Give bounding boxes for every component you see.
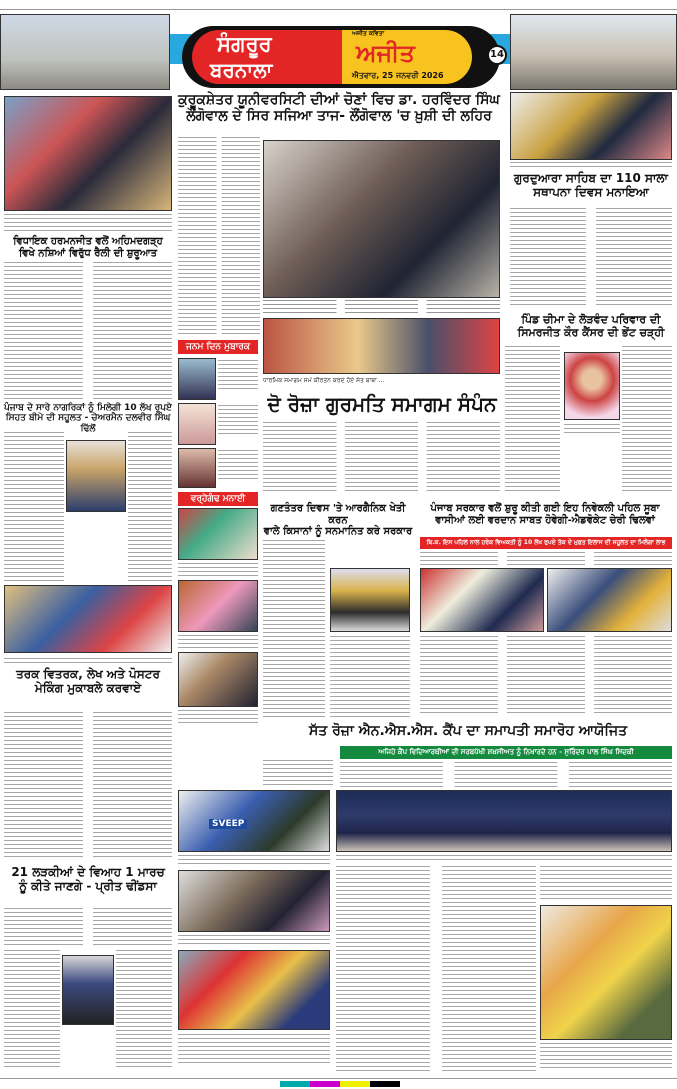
lead-photo-caption — [263, 300, 500, 314]
debate-body-text — [4, 712, 172, 860]
students-photo — [4, 585, 172, 653]
meeting-photo — [178, 870, 330, 932]
scheme-subhead: ਬਿ.ਕ. ਇਸ ਪਹਿਲ ਨਾਲ ਹਰੇਕ ਵਿਅਕਤੀ ਨੂੰ 10 ਲੱਖ ਰੁਪਏ ਤੱਕ ਦੇ ਮੁਫ਼ਤ ਇਲਾਜ ਦੀ ਸਹੂਲਤ ਦਾ ਮਿਲੇਗਾ ਲਾਭ — [420, 537, 672, 549]
scheme-headline — [416, 503, 674, 526]
birthday-label: ਜਨਮ ਦਿਨ ਮੁਬਾਰਕ — [178, 340, 258, 354]
organic-body-text-2 — [330, 636, 410, 720]
ceremony-caption — [540, 1043, 672, 1071]
nss-group-photo — [336, 790, 672, 852]
organic-headline-line1: ਗਣਤੰਤਰ ਦਿਵਸ 'ਤੇ ਆਰਗੈਨਿਕ ਖੇਤੀ ਕਰਨ — [270, 503, 406, 526]
scheme-body-text-2 — [420, 636, 672, 716]
paper-tagline: ਅਜੀਤ ਕਵਿਤਾ — [352, 30, 385, 37]
section-title-line2: ਬਰਨਾਲਾ — [210, 58, 273, 82]
scheme-headline-line2: ਵਾਸੀਆਂ ਲਈ ਵਰਦਾਨ ਸਾਬਤ ਹੋਵੇਗੀ-ਐਡਵੋਕੇਟ ਚੇਰੀ ਢਿਲਵਾਂ — [435, 514, 655, 526]
farmer-portrait — [330, 568, 410, 632]
insurance-body-text — [4, 432, 64, 582]
insurance-headline — [2, 403, 174, 434]
birthday-photo-1 — [178, 358, 216, 400]
organic-body-text — [263, 540, 325, 720]
couple-caption-2 — [178, 635, 258, 649]
scheme-photo-2 — [547, 568, 672, 632]
lead-photo — [263, 140, 500, 298]
simranjit-kaur-portrait — [564, 352, 620, 420]
insurance-headline-line1: ਪੰਜਾਬ ਦੇ ਸਾਰੇ ਨਾਗਰਿਕਾਂ ਨੂੰ ਮਿਲੇਗੀ 10 ਲੱਖ ਰੁਪਏ — [3, 403, 173, 413]
rally-photo-caption — [4, 214, 172, 232]
gurmat-caption: ਧਾਰਮਿਕ ਸਮਾਗਮ ਸਮੇਂ ਕੀਰਤਨ ਕਰਦੇ ਹੋਏ ਸੰਤ ਬਾਬਾ ... — [263, 377, 385, 384]
scheme-photo-1 — [420, 568, 544, 632]
paper-name: ਅਜੀਤ — [356, 39, 415, 67]
marriage-body-text-2 — [4, 950, 60, 1070]
organic-headline-line2: ਵਾਲੇ ਕਿਸਾਨਾਂ ਨੂੰ ਸਨਮਾਨਿਤ ਕਰੇ ਸਰਕਾਰ — [263, 526, 413, 537]
birthday-caption-3 — [218, 450, 258, 480]
lead-body-text — [178, 137, 260, 337]
gurdwara-headline-line2: ਸਥਾਪਨਾ ਦਿਵਸ ਮਨਾਇਆ — [533, 184, 649, 199]
color-registration-bar — [280, 1081, 400, 1087]
marriage-body-text-3 — [116, 950, 172, 1070]
birthday-photo-3 — [178, 448, 216, 488]
couple-photo-2 — [178, 580, 258, 632]
debate-headline-line2: ਮੇਕਿੰਗ ਮੁਕਾਬਲੇ ਕਰਵਾਏ — [34, 680, 142, 695]
nss-subhead: ਅਜਿਹੇ ਕੈਂਪ ਵਿਦਿਆਰਥੀਆਂ ਦੀ ਸਰਬਪੱਖੀ ਸ਼ਖ਼ਸੀਅਤ ਨੂੰ ਨਿਖਾਰਦੇ ਹਨ - ਸੁਰਿੰਦਰ ਪਾਲ ਸਿੰਘ ਸਿਦਕੀ — [340, 746, 672, 759]
organic-headline — [262, 503, 414, 538]
couple-photo-3 — [178, 652, 258, 707]
issue-date: ਐਤਵਾਰ, 25 ਜਨਵਰੀ 2026 — [352, 71, 444, 80]
students-photo-caption — [4, 658, 172, 664]
school-event-photo — [178, 950, 330, 1030]
column-body-text — [263, 760, 333, 786]
masthead-banner — [182, 26, 500, 88]
rally-headline — [2, 236, 174, 259]
birthday-photo-2 — [178, 403, 216, 445]
gurmat-body-text — [263, 422, 500, 492]
marriage-headline-line2: ਨੂੰ ਕੀਤੇ ਜਾਣਗੇ - ਪ੍ਰੀਤ ਢੀਂਡਸਾ — [19, 878, 157, 893]
rally-body-text — [4, 262, 172, 400]
gurmat-headline: ਦੋ ਰੋਜ਼ਾ ਗੁਰਮਤਿ ਸਮਾਗਮ ਸੰਪੰਨ — [267, 392, 497, 416]
debate-headline — [2, 668, 174, 696]
rally-headline-line2: ਵਿਖੇ ਨਸ਼ਿਆਂ ਵਿਰੁੱਧ ਰੈਲੀ ਦੀ ਸ਼ੁਰੂਆਤ — [19, 247, 157, 259]
portrait-caption — [564, 424, 620, 436]
kirtan-photo — [510, 92, 672, 160]
marriage-headline-line1: 21 ਲੜਕੀਆਂ ਦੇ ਵਿਆਹ 1 ਮਾਰਚ — [11, 865, 165, 879]
rally-headline-line1: ਵਿਧਾਇਕ ਹਰਮਨਜੀਤ ਵਲੋਂ ਅਹਿਮਦਗੜ੍ਹ — [13, 236, 163, 247]
page-number: 14 — [487, 45, 507, 65]
cancer-headline-line2: ਸਿਮਰਜੀਤ ਕੌਰ ਕੈਂਸਰ ਦੀ ਭੇਂਟ ਚੜ੍ਹੀ — [517, 325, 665, 339]
nss-body-text-2 — [336, 866, 536, 1071]
birthday-caption-2 — [218, 405, 258, 435]
gurdwara-headline — [506, 172, 676, 200]
birthday-caption-1 — [218, 360, 258, 390]
school-event-caption — [178, 1034, 330, 1064]
ceremony-photo — [540, 905, 672, 1040]
sveep-caption — [178, 855, 330, 865]
lead-headline-line1: ਕੁਰੂਕਸ਼ੇਤਰ ਯੂਨੀਵਰਸਿਟੀ ਦੀਆਂ ਚੋਣਾਂ ਵਿਚ ਡਾ. ਹਰਵਿੰਦਰ ਸਿੰਘ — [178, 92, 500, 108]
insurance-headline-line2: ਸਿਹਤ ਬੀਮੇ ਦੀ ਸਹੂਲਤ - ਚੇਅਰਮੈਨ ਦਲਵੀਰ ਸਿੰਘ ਢਿੱਲੋਂ — [5, 413, 171, 434]
gurdwara-body-text — [510, 208, 672, 306]
nss-photo-caption — [336, 855, 672, 861]
cancer-body-text — [505, 346, 560, 494]
anniversary-caption — [178, 563, 258, 577]
lead-headline-line2: ਲੌਂਗੋਵਾਲ ਦੇ ਸਿਰ ਸਜਿਆ ਤਾਜ- ਲੌਂਗੋਵਾਲ 'ਚ ਖ਼ੁਸ਼ੀ ਦੀ ਲਹਿਰ — [186, 108, 492, 125]
sveep-photo — [178, 790, 330, 852]
scheme-body-text — [420, 552, 672, 566]
bottom-rule — [0, 1078, 677, 1079]
masthead-photo-left — [0, 14, 170, 90]
section-title-line1: ਸੰਗਰੂਰ — [217, 32, 272, 56]
nss-headline: ਸੱਤ ਰੋਜ਼ਾ ਐਨ.ਐਸ.ਐਸ. ਕੈਂਪ ਦਾ ਸਮਾਪਤੀ ਸਮਾਰੋਹ ਆਯੋਜਿਤ — [308, 723, 628, 739]
masthead-photo-right — [510, 14, 677, 90]
kirtan-caption — [510, 162, 672, 170]
top-rule — [0, 9, 677, 10]
insurance-body-text-2 — [128, 432, 172, 582]
marriage-body-text — [4, 908, 172, 948]
gurdwara-headline-line1: ਗੁਰਦੁਆਰਾ ਸਾਹਿਬ ਦਾ 110 ਸਾਲਾ — [514, 171, 668, 185]
anniversary-photo — [178, 508, 258, 560]
cancer-headline — [506, 314, 676, 339]
scheme-headline-line1: ਪੰਜਾਬ ਸਰਕਾਰ ਵਲੋਂ ਸ਼ੁਰੂ ਕੀਤੀ ਗਈ ਇਹ ਨਿਵੇਕਲੀ ਪਹਿਲ ਸੂਬਾ — [430, 503, 660, 514]
anniversary-label: ਵਰ੍ਹੇਗੰਢ ਮਨਾਈ — [178, 492, 258, 506]
side-body-text — [540, 866, 672, 902]
nss-body-text — [340, 762, 672, 788]
chairman-portrait — [66, 440, 126, 512]
lead-headline — [176, 92, 502, 124]
marriage-headline — [2, 866, 174, 894]
debate-headline-line1: ਤਰਕ ਵਿਤਰਕ, ਲੇਖ ਅਤੇ ਪੋਸਟਰ — [16, 667, 160, 681]
couple-caption-3 — [178, 710, 258, 724]
rally-photo — [4, 96, 172, 211]
preet-dhindsa-portrait — [62, 955, 114, 1025]
meeting-caption — [178, 935, 330, 945]
sveep-banner: SVEEP — [209, 819, 247, 829]
cancer-headline-line1: ਪਿੰਡ ਚੀਮਾ ਦੇ ਲੋੜਵੰਦ ਪਰਿਵਾਰ ਦੀ — [521, 313, 661, 326]
gurmat-photo — [263, 318, 500, 374]
cancer-body-text-2 — [622, 346, 672, 494]
